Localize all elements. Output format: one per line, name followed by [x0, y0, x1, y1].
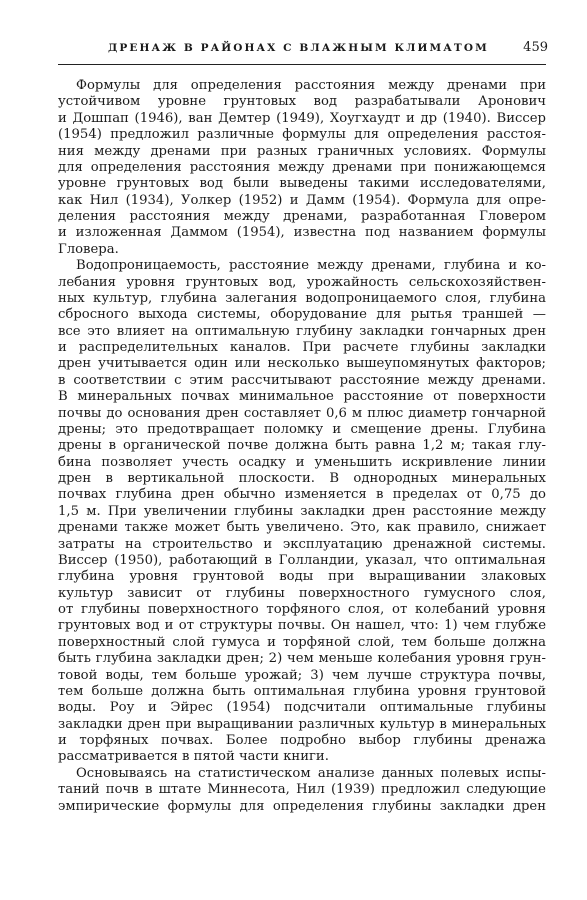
text-line: затраты на строительство и эксплуатацию дренажной системы.	[58, 536, 546, 552]
text-line: для определения расстояния между дренами при понижающемся	[58, 159, 546, 175]
text-line: от глубины поверхностного торфяного слоя, от колебаний уровня	[58, 602, 546, 617]
paragraph	[58, 766, 546, 815]
text-line: 1,5 м. При увеличении глубины закладки дрен расстояние между	[58, 503, 546, 519]
text-line: дрены в органической почве должна быть равна 1,2 м; такая глу-	[58, 438, 546, 454]
body-text	[58, 78, 546, 815]
page-number: 459	[523, 40, 548, 55]
paragraph	[58, 78, 546, 258]
text-line: воды. Роу и Эйрес (1954) подсчитали оптимальные глубины	[58, 700, 546, 716]
text-line: почвы до основания дрен составляет 0,6 м плюс диаметр гончарной	[58, 405, 546, 421]
text-line: таний почв в штате Миннесота, Нил (1939) предложил следующие	[58, 782, 546, 798]
text-line: сбросного выхода системы, оборудование для рытья траншей —	[58, 307, 546, 323]
text-line: грунтовых вод и от структуры почвы. Он нашел, что: 1) чем глубже	[58, 618, 546, 634]
text-line: и Дошпап (1946), ван Демтер (1949), Хоугхаудт и др (1940). Виссер	[58, 110, 546, 126]
text-line: бина позволяет учесть осадку и уменьшить искривление линии	[58, 454, 546, 470]
text-line: культур зависит от глубины поверхностного гумусного слоя,	[58, 585, 546, 601]
running-title: ДРЕНАЖ В РАЙОНАХ С ВЛАЖНЫМ КЛИМАТОМ	[108, 42, 489, 54]
text-line: ния между дренами при разных граничных условиях. Формулы	[58, 143, 546, 159]
text-line: все это влияет на оптимальную глубину закладки гончарных дрен	[58, 323, 546, 339]
text-line: закладки дрен при выращивании различных культур в минеральных	[58, 716, 546, 732]
text-line: лебания уровня грунтовых вод, урожайность сельскохозяйствен-	[58, 274, 546, 290]
text-line: эмпирические формулы для определения глубины закладки дрен	[58, 798, 546, 814]
text-line: Виссер (1950), работающий в Голландии, указал, что оптимальная	[58, 552, 546, 568]
text-line: глубина уровня грунтовой воды при выращивании злаковых	[58, 569, 546, 585]
text-line: дрен учитывается один или несколько вышеупомянутых факторов;	[58, 356, 546, 372]
text-line: товой воды, тем больше урожай; 3) чем лучше структура почвы,	[58, 667, 546, 683]
text-line: Основываясь на статистическом анализе данных полевых испы-	[76, 765, 546, 781]
paragraph	[58, 258, 546, 766]
text-line: почвах глубина дрен обычно изменяется в пределах от 0,75 до	[58, 487, 546, 503]
text-line: и изложенная Даммом (1954), известна под названием формулы	[58, 225, 546, 241]
text-line: рассматривается в пятой части книги.	[58, 749, 329, 765]
text-line: дрены; это предотвращает поломку и смещение дрены. Глубина	[58, 421, 546, 437]
running-head	[58, 42, 548, 62]
text-line: Водопроницаемость, расстояние между дренами, глубина и ко-	[76, 258, 546, 274]
text-line: ных культур, глубина залегания водопроницаемого слоя, глубина	[58, 290, 546, 306]
text-line: и распределительных каналов. При расчете глубины закладки	[58, 340, 546, 355]
text-line: поверхностный слой гумуса и торфяной слой, тем больше должна	[58, 634, 546, 650]
text-line: уровне грунтовых вод были выведены такими исследователями,	[58, 176, 546, 192]
text-line: и торфяных почвах. Более подробно выбор глубины дренажа	[58, 733, 546, 748]
text-line: деления расстояния между дренами, разработанная Гловером	[58, 209, 546, 224]
text-line: как Нил (1934), Уолкер (1952) и Дамм (1954). Формула для опре-	[58, 192, 546, 208]
text-line: дрен в вертикальной плоскости. В однородных минеральных	[58, 471, 546, 486]
text-line: Формулы для определения расстояния между дренами при	[76, 78, 546, 93]
text-line: В минеральных почвах минимальное расстояние от поверхности	[58, 389, 546, 405]
text-line: дренами также может быть увеличено. Это, как правило, снижает	[58, 520, 546, 536]
text-line: (1954) предложил различные формулы для определения расстоя-	[58, 127, 546, 143]
text-line: устойчивом уровне грунтовых вод разрабатывали Аронович	[58, 94, 546, 110]
text-line: тем больше должна быть оптимальная глубина уровня грунтовой	[58, 683, 546, 699]
text-line: Гловера.	[58, 241, 119, 257]
header-rule	[58, 64, 546, 65]
text-line: в соответствии с этим рассчитывают расстояние между дренами.	[58, 372, 546, 388]
text-line: быть глубина закладки дрен; 2) чем меньше колебания уровня грун-	[58, 651, 546, 667]
